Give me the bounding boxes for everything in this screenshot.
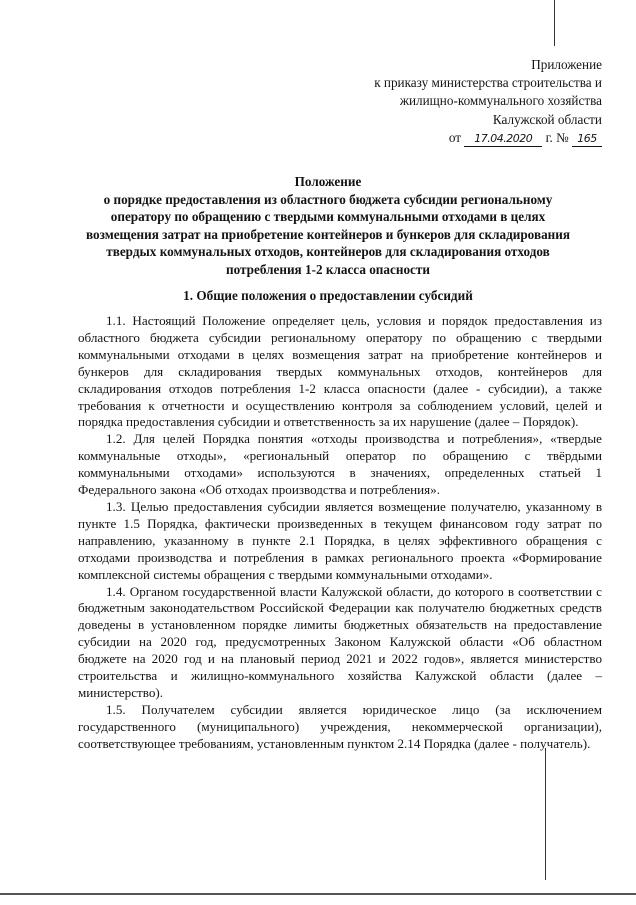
attachment-date-line — [282, 129, 602, 147]
scan-mark-top — [554, 0, 555, 46]
title-line: твердых коммунальных отходов, контейнеров для складирования отходов — [106, 244, 550, 260]
title-heading: Положение — [294, 174, 362, 189]
scan-mark-middle — [545, 748, 546, 880]
attachment-order-line: к приказу министерства строительства и — [374, 75, 602, 91]
scan-edge-bottom — [0, 893, 636, 895]
paragraph-1-3: 1.3. Целью предоставления субсидии является возмещение получателю, указанному в пункте 1.5 Порядка, фактически произведенных в текущем финансовом году затрат по направлению, указанному в пункте 2.1 Порядка, в целях эффективного обращения с отходами производства и потребления в рамках регионального проекта «Формирование комплексной системы обращения с твердыми коммунальными отходами». — [78, 498, 602, 582]
paragraph-1-1: 1.1. Настоящий Положение определяет цель, условия и порядок предоставления из областного бюджета субсидии региональному оператору по обращению с твердыми коммунальными отходами в целях возмещения затрат на приобретение контейнеров и бункеров для складирования твердых коммунальных отходов, контейнеров для складирования отходов потребления 1-2 класса опасности (далее - субсидии), а также требования к отчетности и осуществлению контроля за соблюдением условий, целей и порядка предоставления субсидии и ответственность за их нарушение (далее – Порядок). — [78, 313, 602, 430]
section-heading: 1. Общие положения о предоставлении субсидий — [183, 288, 473, 303]
number-label: г. № — [545, 129, 569, 145]
attachment-region-line: Калужской области — [492, 111, 602, 127]
handwritten-date: 17.04.2020 — [464, 132, 542, 147]
attachment-block — [282, 56, 602, 147]
from-label: от — [448, 129, 461, 145]
attachment-ministry-line: жилищно-коммунального хозяйства — [399, 93, 602, 109]
paragraph-1-5: 1.5. Получателем субсидии является юридическое лицо (за исключением государственного (муниципального) учреждения, некоммерческой организации), соответствующее требованиям, установленным пунктом 2.14 Порядка (далее - получатель). — [78, 701, 602, 751]
title-line: возмещения затрат на приобретение контейнеров и бункеров для складирования — [85, 226, 570, 242]
handwritten-number: 165 — [572, 132, 602, 147]
paragraph-1-2: 1.2. Для целей Порядка понятия «отходы производства и потребления», «твердые коммунальные отходы», «региональный оператор по обращению с твёрдыми коммунальными отходами» используются в значениях, определенных статьей 1 Федерального закона «Об отходах производства и потребления». — [78, 431, 602, 498]
title-line: потребления 1-2 класса опасности — [226, 261, 430, 277]
paragraph-1-4: 1.4. Органом государственной власти Калужской области, до которого в соответствии с бюджетным законодательством Российской Федерации как получателю бюджетных средств доведены в установленном порядке лимиты бюджетных обязательств на предоставление субсидии на 2020 год, предусмотренных Законом Калужской области «Об областном бюджете на 2020 год и на плановый период 2021 и 2022 годов», является министерство строительства и жилищно-коммунального хозяйства Калужской области (далее – министерство). — [78, 583, 602, 700]
title-line: о порядке предоставления из областного бюджета субсидии региональному — [103, 191, 553, 207]
document-title — [54, 173, 602, 279]
attachment-title: Приложение — [531, 57, 602, 72]
title-line: оператору по обращению с твердыми коммунальными отходами в целях — [110, 209, 546, 225]
document-body — [78, 313, 602, 753]
